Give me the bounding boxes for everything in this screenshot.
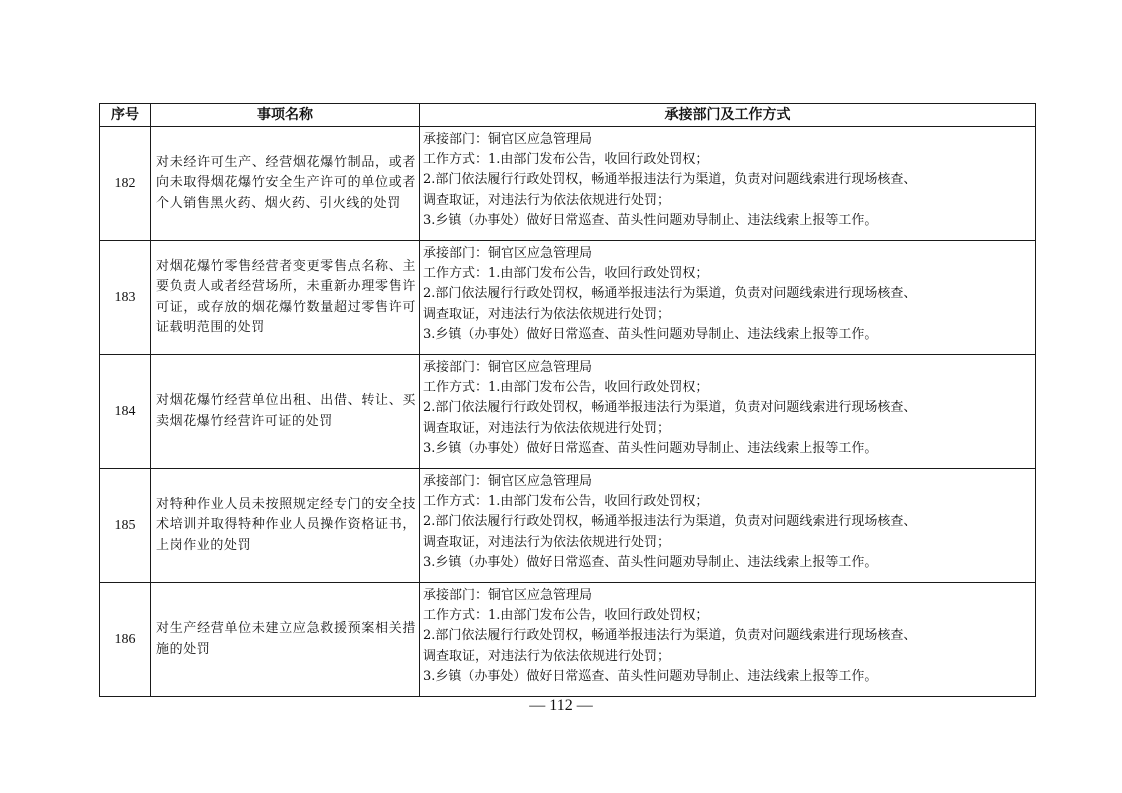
method-line-step-2: 2.部门依法履行行政处罚权，畅通举报违法行为渠道，负责对问题线索进行现场核查、 <box>423 286 917 302</box>
method-line-step-2: 2.部门依法履行行政处罚权，畅通举报违法行为渠道，负责对问题线索进行现场核查、 <box>423 400 917 416</box>
method-line-step-3: 3.乡镇（办事处）做好日常巡查、苗头性问题劝导制止、违法线索上报等工作。 <box>423 440 878 456</box>
matters-table <box>99 103 1036 697</box>
header-department-method: 承接部门及工作方式 <box>420 104 1036 127</box>
method-line-work-mode: 工作方式：1.由部门发布公告，收回行政处罚权； <box>423 266 709 282</box>
header-matter-name: 事项名称 <box>151 104 420 127</box>
method-line-work-mode: 工作方式：1.由部门发布公告，收回行政处罚权； <box>423 380 709 396</box>
method-line-step-2-cont: 调查取证，对违法行为依法依规进行处罚； <box>423 534 671 550</box>
row-department-method <box>420 355 1036 469</box>
row-serial-number: 183 <box>100 241 151 355</box>
method-line-department: 承接部门：铜官区应急管理局 <box>423 132 593 147</box>
method-line-department: 承接部门：铜官区应急管理局 <box>423 360 593 375</box>
table-row <box>100 355 1036 469</box>
row-serial-number: 185 <box>100 469 151 583</box>
method-line-step-2: 2.部门依法履行行政处罚权，畅通举报违法行为渠道，负责对问题线索进行现场核查、 <box>423 172 917 188</box>
header-serial-number: 序号 <box>100 104 151 127</box>
method-line-department: 承接部门：铜官区应急管理局 <box>423 588 593 603</box>
row-matter-name: 对特种作业人员未按照规定经专门的安全技术培训并取得特种作业人员操作资格证书，上岗作业的处罚 <box>151 469 420 583</box>
method-line-department: 承接部门：铜官区应急管理局 <box>423 474 593 489</box>
row-department-method <box>420 583 1036 697</box>
table-row <box>100 469 1036 583</box>
page-number: — 112 — <box>529 697 593 714</box>
method-line-step-3: 3.乡镇（办事处）做好日常巡查、苗头性问题劝导制止、违法线索上报等工作。 <box>423 212 878 228</box>
table-header-row <box>100 104 1036 127</box>
method-line-step-3: 3.乡镇（办事处）做好日常巡查、苗头性问题劝导制止、违法线索上报等工作。 <box>423 554 878 570</box>
row-matter-name: 对烟花爆竹经营单位出租、出借、转让、买卖烟花爆竹经营许可证的处罚 <box>151 355 420 469</box>
row-serial-number: 182 <box>100 127 151 241</box>
method-line-department: 承接部门：铜官区应急管理局 <box>423 246 593 261</box>
table-row <box>100 127 1036 241</box>
method-line-step-3: 3.乡镇（办事处）做好日常巡查、苗头性问题劝导制止、违法线索上报等工作。 <box>423 668 878 684</box>
row-department-method <box>420 241 1036 355</box>
row-department-method <box>420 469 1036 583</box>
row-department-method <box>420 127 1036 241</box>
method-line-step-2-cont: 调查取证，对违法行为依法依规进行处罚； <box>423 420 671 436</box>
method-line-work-mode: 工作方式：1.由部门发布公告，收回行政处罚权； <box>423 608 709 624</box>
row-matter-name: 对烟花爆竹零售经营者变更零售点名称、主要负责人或者经营场所，未重新办理零售许可证，或存放的烟花爆竹数量超过零售许可证载明范围的处罚 <box>151 241 420 355</box>
method-line-step-2-cont: 调查取证，对违法行为依法依规进行处罚； <box>423 192 671 208</box>
method-line-work-mode: 工作方式：1.由部门发布公告，收回行政处罚权； <box>423 494 709 510</box>
row-matter-name: 对生产经营单位未建立应急救援预案相关措施的处罚 <box>151 583 420 697</box>
row-serial-number: 184 <box>100 355 151 469</box>
table-row <box>100 241 1036 355</box>
method-line-step-3: 3.乡镇（办事处）做好日常巡查、苗头性问题劝导制止、违法线索上报等工作。 <box>423 326 878 342</box>
method-line-step-2-cont: 调查取证，对违法行为依法依规进行处罚； <box>423 306 671 322</box>
method-line-step-2: 2.部门依法履行行政处罚权，畅通举报违法行为渠道，负责对问题线索进行现场核查、 <box>423 628 917 644</box>
method-line-step-2: 2.部门依法履行行政处罚权，畅通举报违法行为渠道，负责对问题线索进行现场核查、 <box>423 514 917 530</box>
method-line-step-2-cont: 调查取证，对违法行为依法依规进行处罚； <box>423 648 671 664</box>
row-matter-name: 对未经许可生产、经营烟花爆竹制品，或者向未取得烟花爆竹安全生产许可的单位或者个人销售黑火药、烟火药、引火线的处罚 <box>151 127 420 241</box>
table-row <box>100 583 1036 697</box>
row-serial-number: 186 <box>100 583 151 697</box>
method-line-work-mode: 工作方式：1.由部门发布公告，收回行政处罚权； <box>423 152 709 168</box>
